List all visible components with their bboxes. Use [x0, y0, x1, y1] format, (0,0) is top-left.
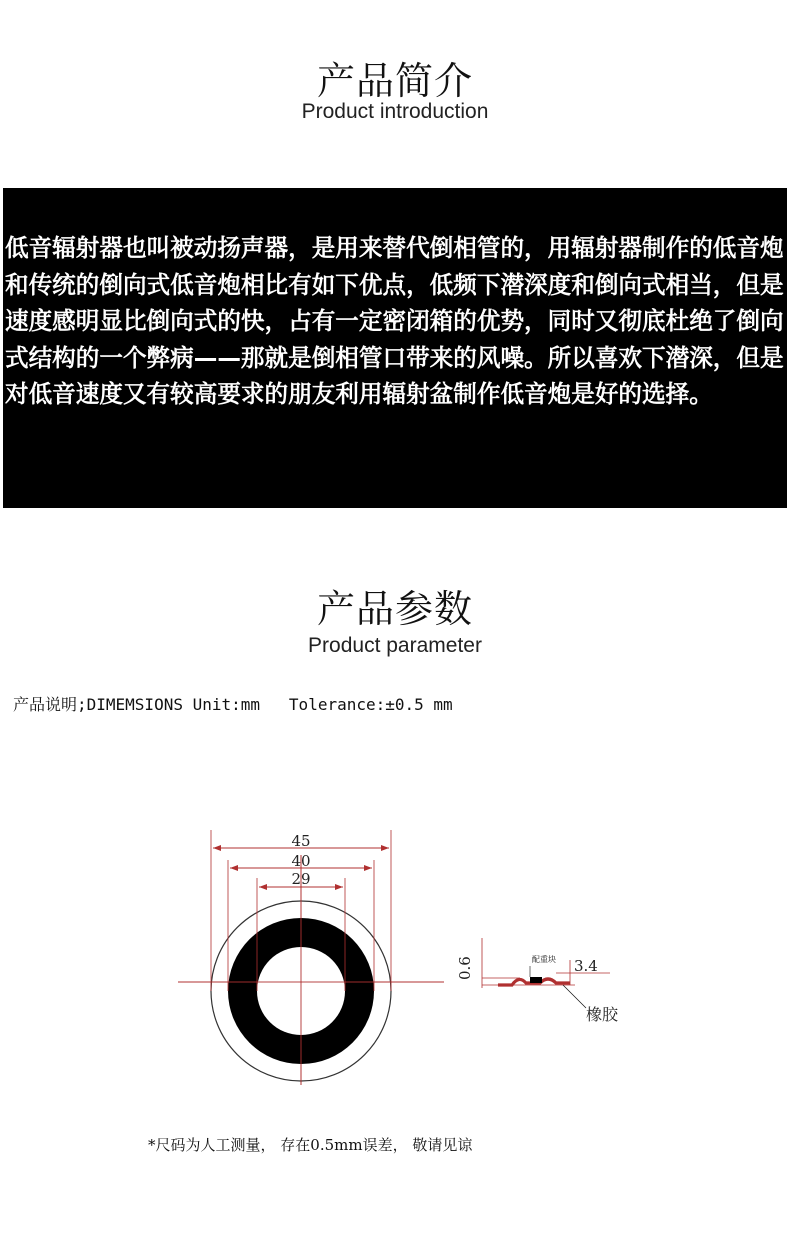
dimension-drawing: [0, 820, 790, 1120]
dim-outer-label: 45: [291, 832, 311, 850]
params-title: 产品参数: [316, 587, 473, 631]
dim-middle-label: 40: [291, 852, 311, 870]
dim-inner-label: 29: [291, 870, 311, 888]
spec-line: 产品说明;DIMEMSIONS Unit:mm Tolerance:±0.5 mm: [13, 695, 453, 714]
front-view: [178, 830, 444, 1085]
side-view: [456, 938, 619, 1024]
intro-subtitle: Product introduction: [301, 100, 489, 123]
intro-body: 低音辐射器也叫被动扬声器，是用来替代倒相管的，用辐射器制作的低音炮和传统的倒向式低音炮相比有如下优点，低频下潜深度和倒向式相当，但是速度感明显比倒向式的快，占有一定密闭箱的优势，同时又彻底杜绝了倒向式结构的一个弊病——那就是倒相管口带来的风噪。所以喜欢下潜深，但是对低音速度又有较高要求的朋友利用辐射盆制作低音炮是好的选择。: [5, 234, 784, 409]
dim-width-label: 3.4: [574, 957, 598, 975]
intro-title: 产品简介: [316, 59, 473, 103]
intro-text-box: [3, 188, 787, 508]
counterweight-label: 配重块: [532, 955, 556, 964]
params-subtitle: Product parameter: [308, 634, 482, 657]
measurement-note: *尺码为人工测量， 存在0.5mm误差， 敬请见谅: [148, 1136, 473, 1154]
dim-height-label: 0.6: [456, 956, 474, 980]
rubber-label: 橡胶: [586, 1005, 619, 1024]
counterweight-block: [530, 977, 542, 983]
